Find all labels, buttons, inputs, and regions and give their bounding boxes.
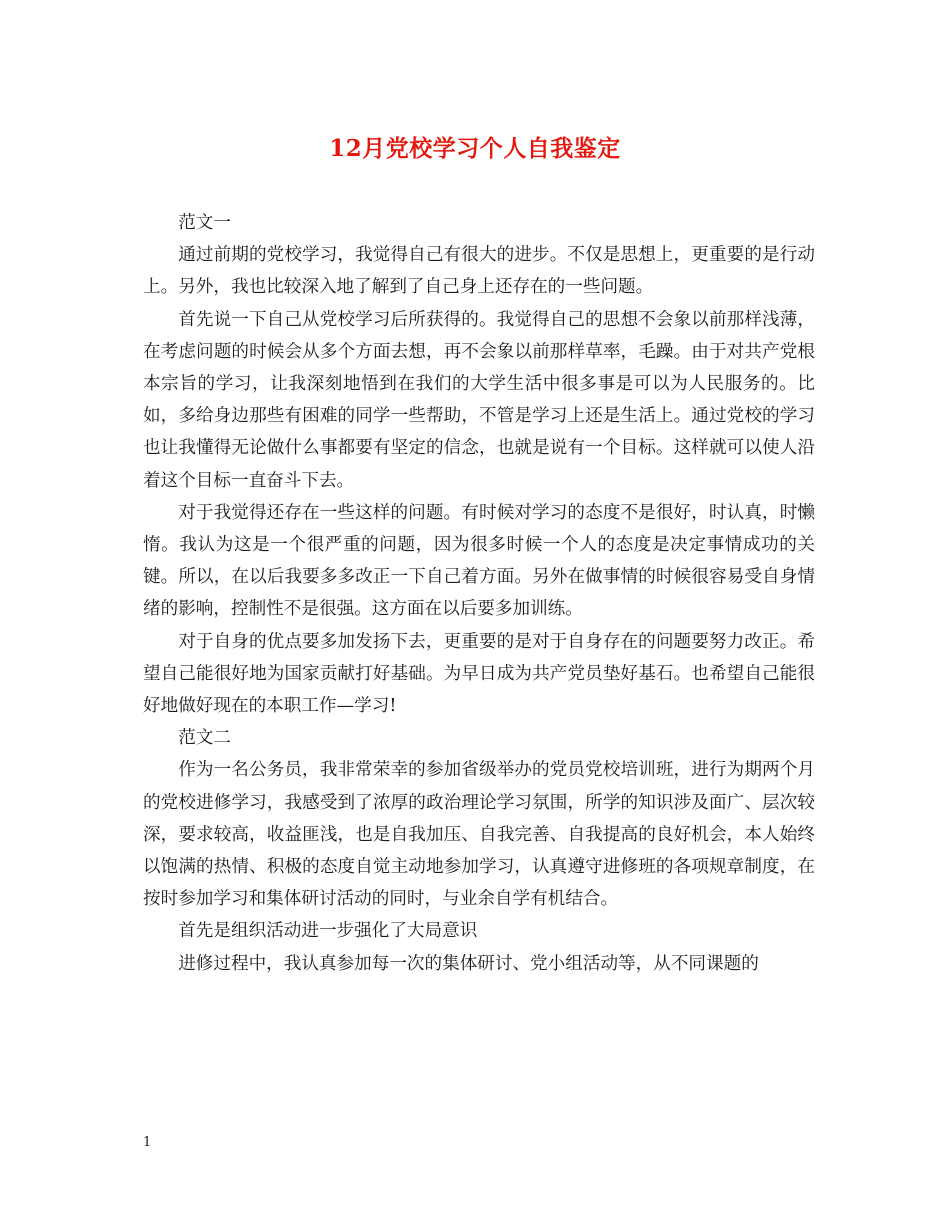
paragraph-heading-sample-two: 范文二: [178, 728, 231, 749]
paragraph: 对于我觉得还存在一些这样的问题。有时候对学习的态度不是很好，时认真，时懒惰。我认为这是一个很严重的问题，因为很多时候一个人的态度是决定事情成功的关键。所以，在以后我要多多改正一下自己着方面。另外在做事情的时候很容易受自身情绪的影响，控制性不是很强。这方面在以后要多加训练。: [143, 502, 815, 620]
paragraph: 对于自身的优点要多加发扬下去，更重要的是对于自身存在的问题要努力改正。希望自己能很好地为国家贡献打好基础。为早日成为共产党员垫好基石。也希望自己能很好地做好现在的本职工作—学习!: [143, 631, 815, 717]
paragraph: 首先说一下自己从党校学习后所获得的。我觉得自己的思想不会象以前那样浅薄，在考虑问题的时候会从多个方面去想，再不会象以前那样草率，毛躁。由于对共产党根本宗旨的学习，让我深刻地悟到在我们的大学生活中很多事是可以为人民服务的。比如，多给身边那些有困难的同学一些帮助，不管是学习上还是生活上。通过党校的学习也让我懂得无论做什么事都要有坚定的信念，也就是说有一个目标。这样就可以使人沿着这个目标一直奋斗下去。: [143, 309, 815, 491]
paragraph-subheading: 首先是组织活动进一步强化了大局意识: [178, 921, 478, 942]
paragraph: 作为一名公务员，我非常荣幸的参加省级举办的党员党校培训班，进行为期两个月的党校进修学习，我感受到了浓厚的政治理论学习氛围，所学的知识涉及面广、层次较深，要求较高，收益匪浅，也是自我加压、自我完善、自我提高的良好机会，本人始终以饱满的热情、积极的态度自觉主动地参加学习，认真遵守进修班的各项规章制度，在按时参加学习和集体研讨活动的同时，与业余自学有机结合。: [143, 760, 815, 910]
paragraph: 通过前期的党校学习，我觉得自己有很大的进步。不仅是思想上，更重要的是行动上。另外，我也比较深入地了解到了自己身上还存在的一些问题。: [143, 245, 815, 298]
paragraph: 进修过程中，我认真参加每一次的集体研讨、党小组活动等，从不同课题的: [178, 953, 759, 974]
document-body: [143, 207, 815, 980]
paragraph-heading-sample-one: 范文一: [178, 213, 231, 233]
document-title: 12月党校学习个人自我鉴定: [329, 135, 621, 162]
page-number: 1: [143, 1135, 152, 1150]
